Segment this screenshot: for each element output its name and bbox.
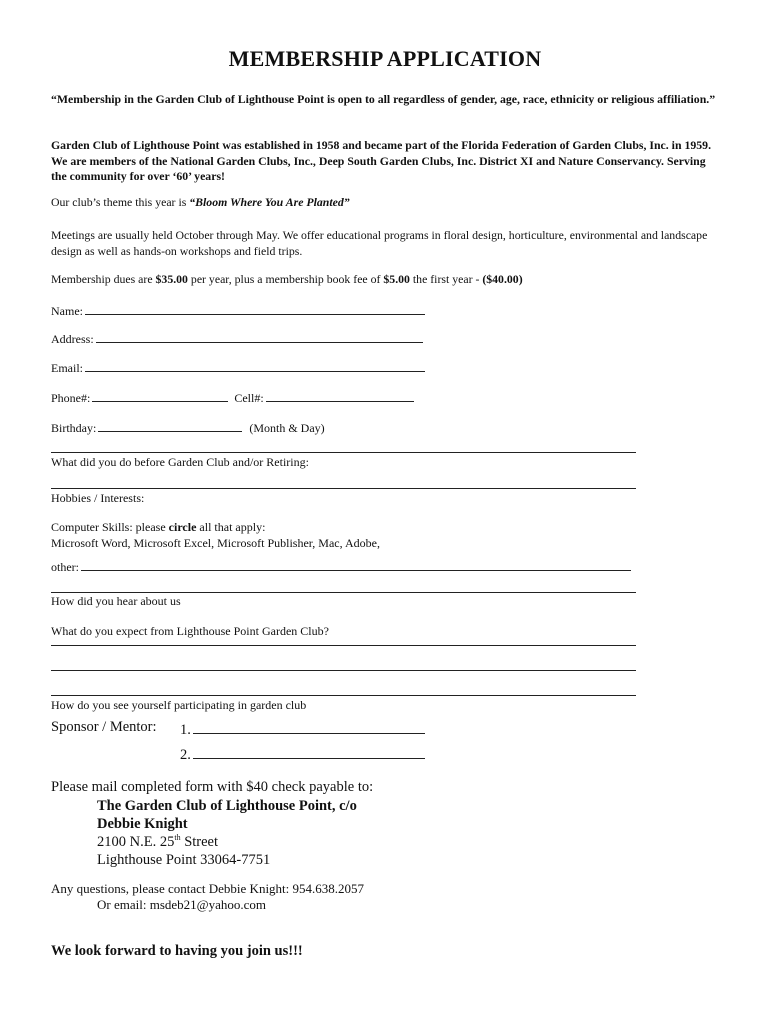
book-fee: $5.00 [383, 272, 410, 286]
club-history: Garden Club of Lighthouse Point was established in 1958 and became part of the Florida Federation of Garden Clubs, Inc. in 1959. We are members of the National Garden Clubs, Inc., Deep South Garden Clubs, Inc. District XI and Nature Conservancy. Serving the community for over ‘60’ years! [51, 138, 712, 183]
name-label: Name: [51, 304, 83, 318]
hear-answer-line[interactable] [51, 592, 636, 593]
phone-label: Phone#: [51, 391, 91, 405]
address-field[interactable] [96, 330, 423, 343]
street-address [97, 833, 357, 851]
street-suffix-sup: th [174, 833, 181, 843]
dues-mid: per year, plus a membership book fee of [187, 272, 384, 286]
email-row [51, 359, 425, 376]
participate-label: How do you see yourself participating in garden club [51, 698, 307, 712]
sponsor-field-1[interactable] [193, 719, 425, 734]
computer-circle-word: circle [168, 520, 197, 534]
birthday-field[interactable] [98, 419, 242, 432]
birthday-label: Birthday: [51, 421, 97, 435]
name-row [51, 302, 425, 319]
computer-skills-options[interactable]: Microsoft Word, Microsoft Excel, Microsoft Publisher, Mac, Adobe, [51, 536, 380, 550]
contact-questions: Any questions, please contact Debbie Knight: 954.638.2057 [51, 881, 365, 896]
other-field[interactable] [81, 558, 631, 571]
sponsor-row-2 [180, 744, 425, 764]
expect-answer-line-2[interactable] [51, 670, 636, 671]
payee-line-2: Debbie Knight [97, 816, 188, 832]
payee-line-1: The Garden Club of Lighthouse Point, c/o [97, 798, 357, 814]
cell-label: Cell#: [234, 391, 264, 405]
sponsor-row-1 [180, 719, 425, 739]
intro-quote: “Membership in the Garden Club of Lighthouse Point is open to all regardless of gender, age, race, ethnicity or religious affiliation.” [51, 92, 716, 106]
club-theme [51, 195, 723, 211]
phone-row [51, 389, 414, 406]
contact-email[interactable]: Or email: msdeb21@yahoo.com [97, 897, 267, 912]
dues-prefix: Membership dues are [51, 272, 156, 286]
other-label: other: [51, 560, 79, 574]
before-label: What did you do before Garden Club and/or Retiring: [51, 455, 309, 469]
dues-info [51, 272, 723, 288]
address-label: Address: [51, 332, 94, 346]
theme-prefix: Our club’s theme this year is [51, 195, 190, 209]
dues-suffix: the first year - [409, 272, 483, 286]
address-row [51, 330, 423, 347]
computer-skills-label [51, 520, 265, 535]
cell-field[interactable] [266, 389, 414, 402]
before-answer-line[interactable] [51, 452, 636, 453]
expect-label: What do you expect from Lighthouse Point Garden Club? [51, 624, 329, 638]
mail-instruction: Please mail completed form with $40 check payable to: [51, 779, 374, 795]
city-line: Lighthouse Point 33064-7751 [97, 852, 271, 868]
birthday-row [51, 419, 325, 436]
sponsor-number-2: 2. [180, 747, 191, 763]
street-suffix: Street [180, 834, 219, 850]
phone-field[interactable] [92, 389, 228, 402]
other-row [51, 558, 631, 575]
theme-title: “Bloom Where You Are Planted” [189, 195, 350, 209]
email-field[interactable] [85, 359, 425, 372]
name-field[interactable] [85, 302, 425, 315]
computer-prefix: Computer Skills: please [51, 520, 169, 534]
hobbies-label: Hobbies / Interests: [51, 491, 145, 505]
email-label: Email: [51, 361, 83, 375]
birthday-hint: (Month & Day) [249, 421, 325, 435]
hobbies-answer-line[interactable] [51, 488, 636, 489]
street-prefix: 2100 N.E. 25 [97, 834, 175, 850]
sponsor-field-2[interactable] [193, 744, 425, 759]
computer-suffix: all that apply: [196, 520, 266, 534]
sponsor-label: Sponsor / Mentor: [51, 719, 157, 735]
closing-message: We look forward to having you join us!!! [51, 943, 303, 959]
hear-label: How did you hear about us [51, 594, 181, 608]
expect-answer-line-1[interactable] [51, 645, 636, 646]
dues-total: ($40.00) [482, 272, 523, 286]
participate-answer-line[interactable] [51, 695, 636, 696]
page-title: MEMBERSHIP APPLICATION [228, 46, 542, 71]
dues-amount: $35.00 [155, 272, 188, 286]
sponsor-number-1: 1. [180, 722, 191, 738]
mailing-address [97, 797, 357, 869]
meetings-info: Meetings are usually held October through May. We offer educational programs in floral design, horticulture, environmental and landscape design as well as hands-on workshops and field trips. [51, 228, 708, 258]
